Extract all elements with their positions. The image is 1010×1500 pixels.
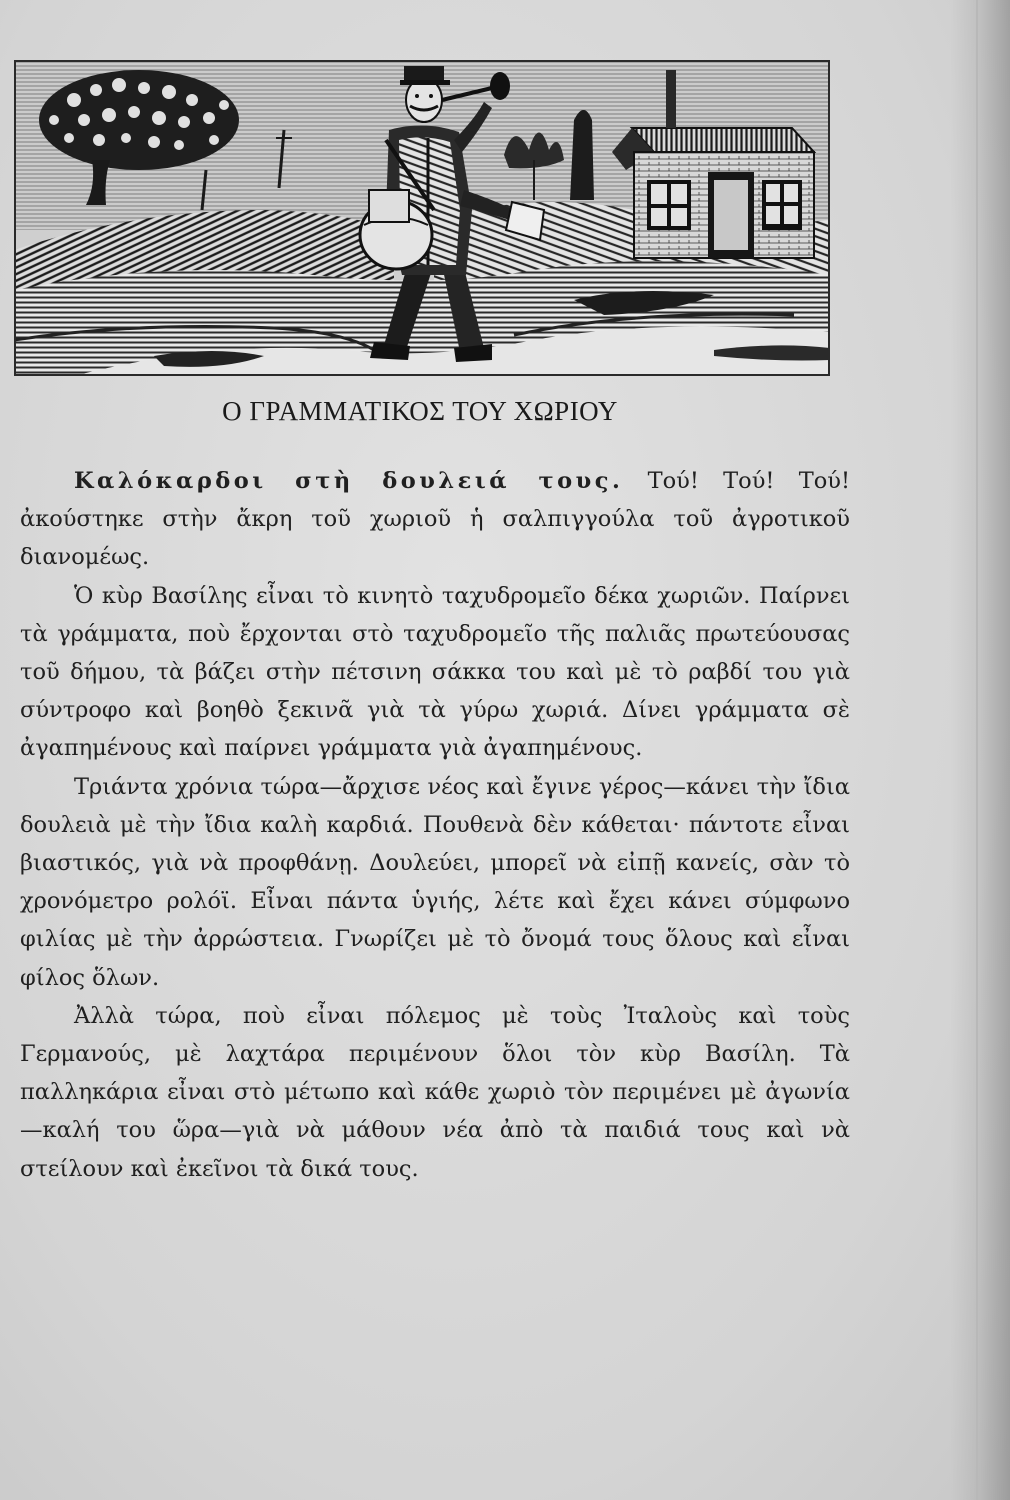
paragraph-body: Τού! Τού! Τού! ἀκούστηκε στὴν ἄκρη τοῦ χωριοῦ ἡ σαλπιγγούλα τοῦ ἀγροτικοῦ διανομέως. — [20, 468, 851, 571]
postman-woodcut-illustration — [14, 60, 830, 376]
page-edge — [976, 0, 978, 1500]
paragraph-2: Ὁ κὺρ Βασίλης εἶναι τὸ κινητὸ ταχυδρομεῖο δέκα χωριῶν. Παίρνει τὰ γράμματα, ποὺ ἔρχονται στὸ ταχυδρομεῖο τῆς παλιᾶς πρωτεύουσας τοῦ δήμου, τὰ βάζει στὴν πέτσινη σάκκα του καὶ μὲ τὸ ραβδί του γιὰ σύντροφο καὶ βοηθὸ ξεκινᾶ γιὰ τὰ γύρω χωριά. Δίνει γράμματα σὲ ἀγαπημένους καὶ παίρνει γράμματα γιὰ ἀγαπημένους. — [20, 582, 850, 762]
paragraph-4: Ἀλλὰ τώρα, ποὺ εἶναι πόλεμος μὲ τοὺς Ἰταλοὺς καὶ τοὺς Γερμανούς, μὲ λαχτάρα περιμένουν ὅλοι τὸν κὺρ Βασίλη. Τὰ παλληκάρια εἶναι στὸ μέτωπο καὶ κάθε χωριὸ τὸν περιμένει μὲ ἀγωνία—καλή του ὥρα—γιὰ νὰ μάθουν νέα ἀπὸ τὰ παιδιά τους καὶ νὰ στείλουν καὶ ἐκεῖνοι τὰ δικά τους. — [20, 1002, 850, 1182]
paragraph-lead: Καλόκαρδοι στὴ δουλειά τους. — [74, 468, 624, 494]
page-title: Ο ΓΡΑΜΜΑΤΙΚΟΣ ΤΟΥ ΧΩΡΙΟΥ — [222, 396, 618, 426]
spine-shadow — [950, 0, 1010, 1500]
paragraph-1 — [20, 462, 850, 577]
story-text — [20, 462, 850, 1188]
paragraph-3: Τριάντα χρόνια τώρα—ἄρχισε νέος καὶ ἔγινε γέρος—κάνει τὴν ἴδια δουλειὰ μὲ τὴν ἴδια καλὴ καρδιά. Πουθενὰ δὲν κάθεται· πάντοτε εἶναι βιαστικός, γιὰ νὰ προφθάνῃ. Δουλεύει, μπορεῖ νὰ εἰπῇ κανείς, σὰν τὸ χρονόμετρο ρολόϊ. Εἶναι πάντα ὑγιής, λέτε καὶ ἔχει κάνει σύμφωνο φιλίας μὲ τὴν ἀρρώστεια. Γνωρίζει μὲ τὸ ὄνομά τους ὅλους καὶ εἶναι φίλος ὅλων. — [20, 773, 850, 991]
